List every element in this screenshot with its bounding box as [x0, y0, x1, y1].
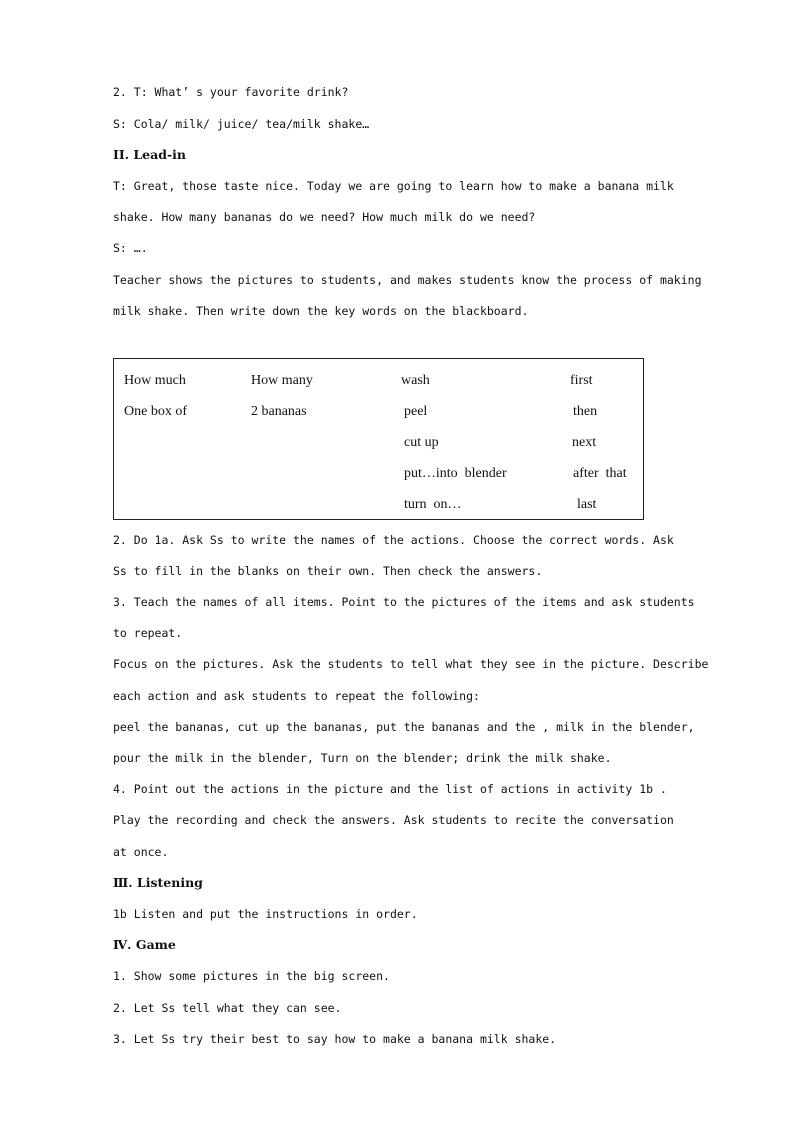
paragraph-line: at once. — [113, 845, 169, 859]
paragraph-line: 4. Point out the actions in the picture and the list of actions in activity 1b . — [113, 782, 667, 796]
table-cell: first — [570, 373, 593, 388]
paragraph-line: 2. Do 1a. Ask Ss to write the names of the actions. Choose the correct words. Ask — [113, 533, 674, 547]
paragraph-line: 1. Show some pictures in the big screen. — [113, 969, 390, 983]
paragraph-line: S: …. — [113, 241, 148, 255]
table-cell: cut up — [404, 435, 439, 450]
table-cell: How much — [124, 373, 186, 388]
table-cell: How many — [251, 373, 313, 388]
table-cell: wash — [401, 373, 430, 388]
paragraph-line: Teacher shows the pictures to students, and makes students know the process of making — [113, 273, 702, 287]
question-favorite-drink: 2. T: What’ s your favorite drink? — [113, 85, 349, 99]
blackboard-key-words-table — [113, 358, 644, 520]
section-heading-listening: Ⅲ. Listening — [113, 875, 203, 890]
table-cell: next — [572, 435, 597, 450]
paragraph-line: milk shake. Then write down the key words on the blackboard. — [113, 304, 529, 318]
paragraph-line: 1b Listen and put the instructions in order. — [113, 907, 418, 921]
paragraph-line: T: Great, those taste nice. Today we are going to learn how to make a banana milk — [113, 179, 674, 193]
answer-drinks: S: Cola/ milk/ juice/ tea/milk shake… — [113, 117, 370, 131]
paragraph-line: Focus on the pictures. Ask the students to tell what they see in the picture. Describe — [113, 657, 709, 671]
paragraph-line: to repeat. — [113, 626, 183, 640]
paragraph-line: 3. Teach the names of all items. Point to the pictures of the items and ask students — [113, 595, 695, 609]
table-cell: after that — [573, 466, 627, 481]
table-cell: put…into blender — [404, 466, 507, 481]
paragraph-line: 2. Let Ss tell what they can see. — [113, 1001, 342, 1015]
table-cell: then — [573, 404, 598, 419]
section-heading-lead-in: II. Lead-in — [113, 147, 187, 162]
section-heading-game: Ⅳ. Game — [113, 937, 176, 952]
table-cell: One box of — [124, 404, 187, 419]
table-cell: peel — [404, 404, 428, 419]
table-cell: last — [577, 497, 597, 512]
paragraph-line: Ss to fill in the blanks on their own. Then check the answers. — [113, 564, 543, 578]
table-cell: turn on… — [404, 497, 462, 512]
paragraph-line: pour the milk in the blender, Turn on the blender; drink the milk shake. — [113, 751, 612, 765]
paragraph-line: Play the recording and check the answers. Ask students to recite the conversation — [113, 813, 674, 827]
paragraph-line: shake. How many bananas do we need? How much milk do we need? — [113, 210, 536, 224]
paragraph-line: each action and ask students to repeat the following: — [113, 689, 480, 703]
paragraph-line: 3. Let Ss try their best to say how to make a banana milk shake. — [113, 1032, 557, 1046]
paragraph-line: peel the bananas, cut up the bananas, put the bananas and the , milk in the blender, — [113, 720, 695, 734]
table-cell: 2 bananas — [251, 404, 307, 419]
